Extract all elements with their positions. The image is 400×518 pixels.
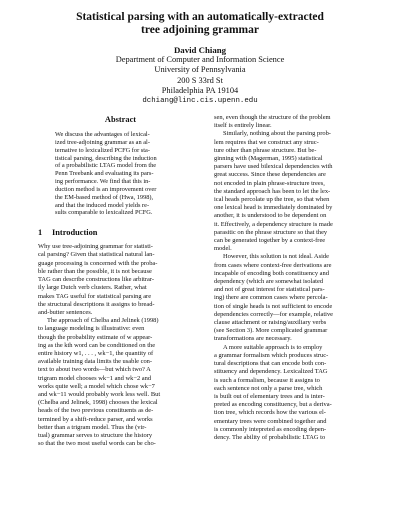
text-line: TAG can describe constructions like arbitrar- bbox=[38, 276, 155, 284]
text-line: to language modeling is illustrative: even bbox=[38, 325, 145, 333]
text-line: Penn Treebank and evaluating its pars- bbox=[55, 170, 154, 178]
text-line: dency. The ability of probabilistic LTAG to bbox=[214, 433, 326, 441]
text-line: (Chelba and Jelinek, 1998) chooses the lexical bbox=[38, 399, 158, 407]
text-line: the standard approach has been to let the lex- bbox=[214, 187, 331, 195]
abstract-body bbox=[55, 131, 186, 217]
text-line: and not of great interest for statistical pars- bbox=[214, 286, 325, 294]
text-line: and wk−11 would probably work less well. But bbox=[38, 390, 161, 398]
text-line: We discuss the advantages of lexical- bbox=[55, 131, 150, 138]
text-line: heads of the two previous constituents as de- bbox=[38, 407, 154, 415]
text-line: sults comparable to lexicalized PCFG. bbox=[55, 209, 153, 217]
text-line: tistical parsing, describing the induction bbox=[55, 154, 157, 162]
text-line: cal parsing? Given that statistical natural lan- bbox=[38, 251, 155, 259]
text-line: is built out of elementary trees and is inter- bbox=[214, 392, 325, 400]
text-line: lem requires that we construct any struc- bbox=[214, 138, 319, 146]
text-line: tural descriptions that can encode both con- bbox=[214, 360, 327, 368]
right-column bbox=[214, 114, 382, 442]
text-line: termined by a shift-reduce parser, and works bbox=[38, 415, 153, 423]
text-line: The approach of Chelba and Jelinek (1998) bbox=[47, 317, 159, 325]
text-line: transformations are necessary. bbox=[214, 335, 292, 343]
text-line: sen, even though the structure of the problem bbox=[214, 114, 331, 121]
text-line: it. Effectively, a dependency structure is made bbox=[214, 220, 333, 228]
text-line: incapable of encoding both constituency and bbox=[214, 269, 329, 277]
text-line: better than a trigram model. Thus the (vir- bbox=[38, 423, 147, 431]
text-line: and that the induced model yields re- bbox=[55, 201, 150, 209]
text-line: model. bbox=[214, 245, 232, 253]
text-line: Why use tree-adjoining grammar for statisti- bbox=[38, 243, 153, 251]
text-line: text to about two words—but which two? A bbox=[38, 366, 151, 374]
text-line: though the probability estimate of w appear- bbox=[38, 333, 153, 341]
text-line: parasitic on the phrase structure so that they bbox=[214, 228, 328, 236]
text-line: tion of single heads is not sufficient to encode bbox=[214, 302, 333, 310]
text-line: Similarly, nothing about the parsing prob- bbox=[223, 130, 331, 138]
text-line: guage processing is concerned with the proba- bbox=[38, 259, 158, 267]
text-line: ble rather than the possible, it is not because bbox=[38, 267, 152, 275]
left-column bbox=[38, 114, 203, 448]
section-title: Introduction bbox=[52, 228, 98, 238]
author-department: Department of Computer and Information Science bbox=[115, 55, 285, 65]
text-line: trigram model chooses wk−1 and wk−2 and bbox=[38, 374, 152, 382]
text-line: ternative to lexicalized PCFG for sta- bbox=[55, 146, 150, 154]
text-line: entire history w1, . . . , wk−1, the quantity of bbox=[38, 349, 154, 357]
text-line: can be generated together by a context-free bbox=[214, 237, 326, 245]
text-line: However, this solution is not ideal. Aside bbox=[223, 253, 329, 261]
text-line: A more suitable approach is to employ bbox=[223, 343, 323, 351]
text-line: ical heads percolate up the tree, so that when bbox=[214, 196, 330, 204]
text-line: great success. Since these dependencies are bbox=[214, 171, 326, 179]
right-column-body bbox=[214, 114, 382, 442]
text-line: dependencies correctly—for example, relative bbox=[214, 310, 334, 318]
author-city: Philadelphia PA 19104 bbox=[161, 85, 239, 95]
author-name: David Chiang bbox=[173, 45, 227, 55]
abstract-heading: Abstract bbox=[104, 115, 137, 124]
author-block bbox=[0, 45, 400, 106]
text-line: itself is entirely linear. bbox=[214, 122, 272, 130]
text-line: is commonly intepreted as encoding depen- bbox=[214, 425, 327, 433]
text-line: available training data limits the usable con- bbox=[38, 358, 153, 366]
text-line: duction method is an improvement over bbox=[55, 185, 157, 193]
paper-title bbox=[0, 11, 400, 37]
text-line: (see Section 3). More complicated grammar bbox=[214, 327, 328, 335]
text-line: each sentence not only a parse tree, which bbox=[214, 384, 323, 392]
text-line: so that the two most useful words can be cho- bbox=[38, 440, 156, 448]
text-line: another, it is understood to be dependent on bbox=[214, 212, 327, 220]
title-line-2: tree adjoining grammar bbox=[141, 24, 259, 36]
text-line: stituency and dependency. Lexicalized TAG bbox=[214, 368, 328, 376]
text-line: and-butter sentences. bbox=[38, 308, 93, 316]
text-line: is such a formalism, because it assigns to bbox=[214, 376, 320, 384]
text-line: of a probabilistic LTAG model from the bbox=[55, 162, 157, 170]
text-line: ginning with (Magerman, 1995) statistical bbox=[214, 155, 323, 163]
text-line: dependency (which are somewhat isolated bbox=[214, 278, 324, 286]
text-line: a grammar formalism which produces struc- bbox=[214, 351, 329, 359]
text-line: the structural descriptions it assigns to bread- bbox=[38, 300, 155, 308]
text-line: parsers have used bilexical dependencies with bbox=[214, 163, 333, 171]
section-heading bbox=[38, 228, 203, 238]
text-line: from cases where context-free derivations are bbox=[214, 261, 332, 269]
text-line: tion tree, which records how the various el- bbox=[214, 409, 326, 417]
text-line: not encoded in plain phrase-structure trees, bbox=[214, 179, 325, 187]
text-line: makes TAG useful for statistical parsing are bbox=[38, 292, 152, 300]
author-email: dchiang@linc.cis.upenn.edu bbox=[142, 97, 258, 106]
text-line: tual) grammar serves to structure the history bbox=[38, 431, 153, 439]
title-line-1: Statistical parsing with an automatically-extracted bbox=[76, 11, 324, 23]
text-line: ized tree-adjoining grammar as an al- bbox=[55, 138, 150, 146]
text-line: ture other than phrase structure. But be- bbox=[214, 146, 317, 154]
text-line: ing) there are common cases where percola- bbox=[214, 294, 328, 302]
text-line: one lexical head is immediately dominated by bbox=[214, 204, 333, 212]
text-line: clause attachment or raising/auxiliary verbs bbox=[214, 319, 327, 327]
text-line: ing as the kth word can be conditioned on the bbox=[38, 341, 156, 349]
section-number: 1 bbox=[38, 228, 43, 238]
text-line: ementary trees were combined together and bbox=[214, 417, 327, 425]
text-line: ily large Dutch verb clusters. Rather, what bbox=[38, 284, 147, 292]
introduction-body bbox=[38, 243, 203, 448]
text-line: works quite well; a model which chose wk−7 bbox=[38, 382, 155, 390]
text-line: the EM-based method of (Hwa, 1998), bbox=[55, 193, 154, 201]
author-street: 200 S 33rd St bbox=[177, 75, 223, 85]
text-line: preted as encoding constituency, but a deriva- bbox=[214, 401, 332, 409]
author-university: University of Pennsylvania bbox=[154, 65, 246, 75]
text-line: ing performance. We find that this in- bbox=[55, 178, 151, 186]
